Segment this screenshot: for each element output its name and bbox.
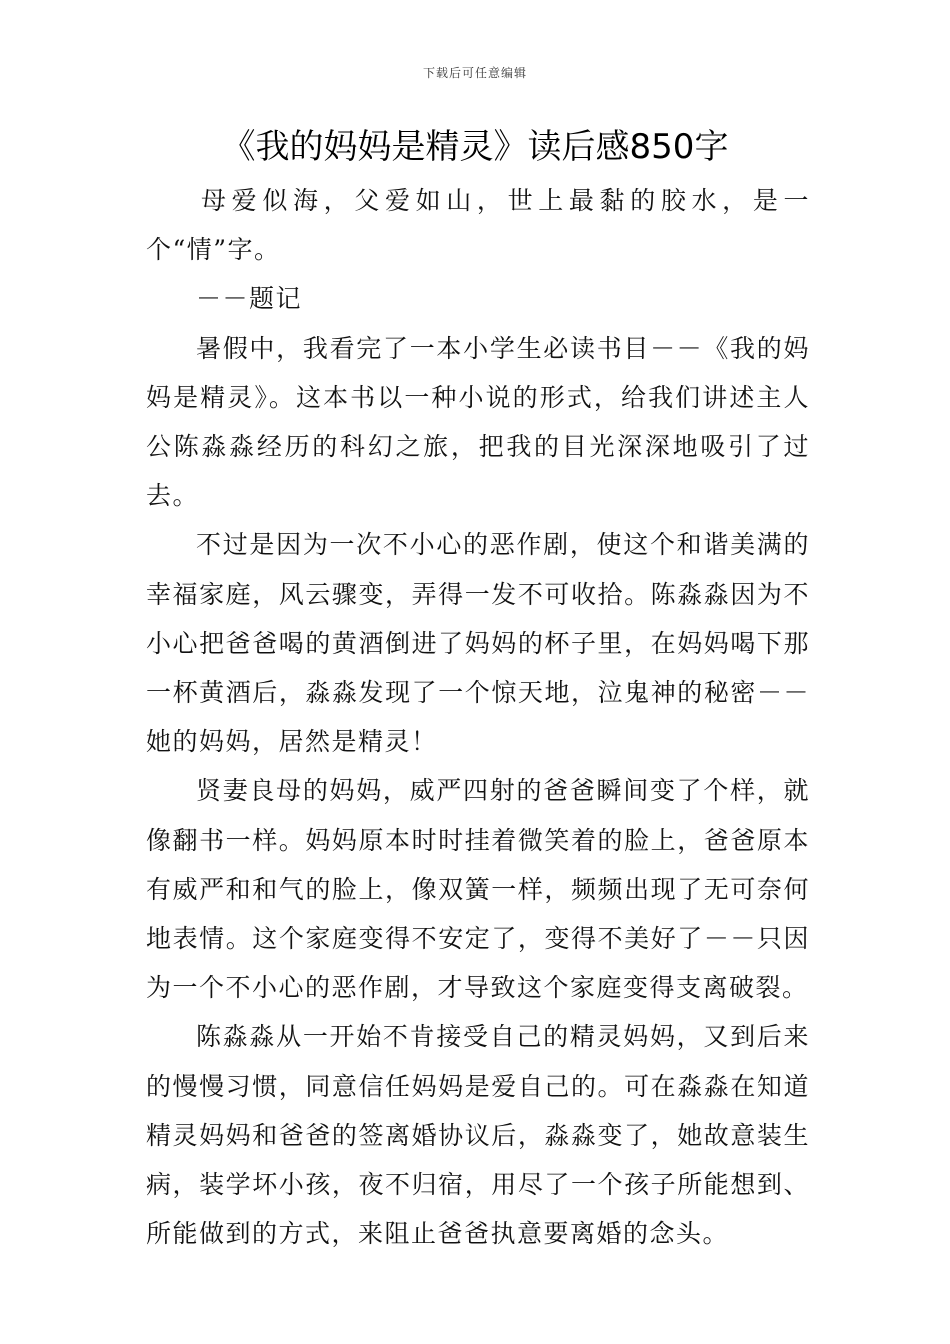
body-paragraph: 不过是因为一次不小心的恶作剧，使这个和谐美满的幸福家庭，风云骤变，弄得一发不可收拾。陈淼淼因为不小心把爸爸喝的黄酒倒进了妈妈的杯子里，在妈妈喝下那一杯黄酒后，淼淼发现了一个惊天地，泣鬼神的秘密－－她的妈妈，居然是精灵！ [146, 530, 810, 757]
document-body [146, 176, 810, 1258]
body-paragraph: 暑假中，我看完了一本小学生必读书目－－《我的妈妈是精灵》。这本书以一种小说的形式，给我们讲述主人公陈淼淼经历的科幻之旅，把我的目光深深地吸引了过去。 [146, 333, 810, 511]
body-paragraph: 贤妻良母的妈妈，威严四射的爸爸瞬间变了个样，就像翻书一样。妈妈原本时时挂着微笑着的脸上，爸爸原本有威严和和气的脸上，像双簧一样，频频出现了无可奈何地表情。这个家庭变得不安定了，变得不美好了－－只因为一个不小心的恶作剧，才导致这个家庭变得支离破裂。 [146, 776, 810, 1003]
document-title: 《我的妈妈是精灵》读后感850字 [221, 127, 729, 167]
epigraph-paragraph: 母爱似海，父爱如山，世上最黏的胶水，是一个“情”字。 [146, 186, 810, 265]
body-paragraph: 陈淼淼从一开始不肯接受自己的精灵妈妈，又到后来的慢慢习惯，同意信任妈妈是爱自己的。可在淼淼在知道精灵妈妈和爸爸的签离婚协议后，淼淼变了，她故意装生病，装学坏小孩，夜不归宿，用尽了一个孩子所能想到、所能做到的方式，来阻止爸爸执意要离婚的念头。 [146, 1022, 810, 1249]
epigraph-attribution: －－题记 [196, 284, 303, 314]
header-note: 下载后可任意编辑 [422, 66, 527, 80]
